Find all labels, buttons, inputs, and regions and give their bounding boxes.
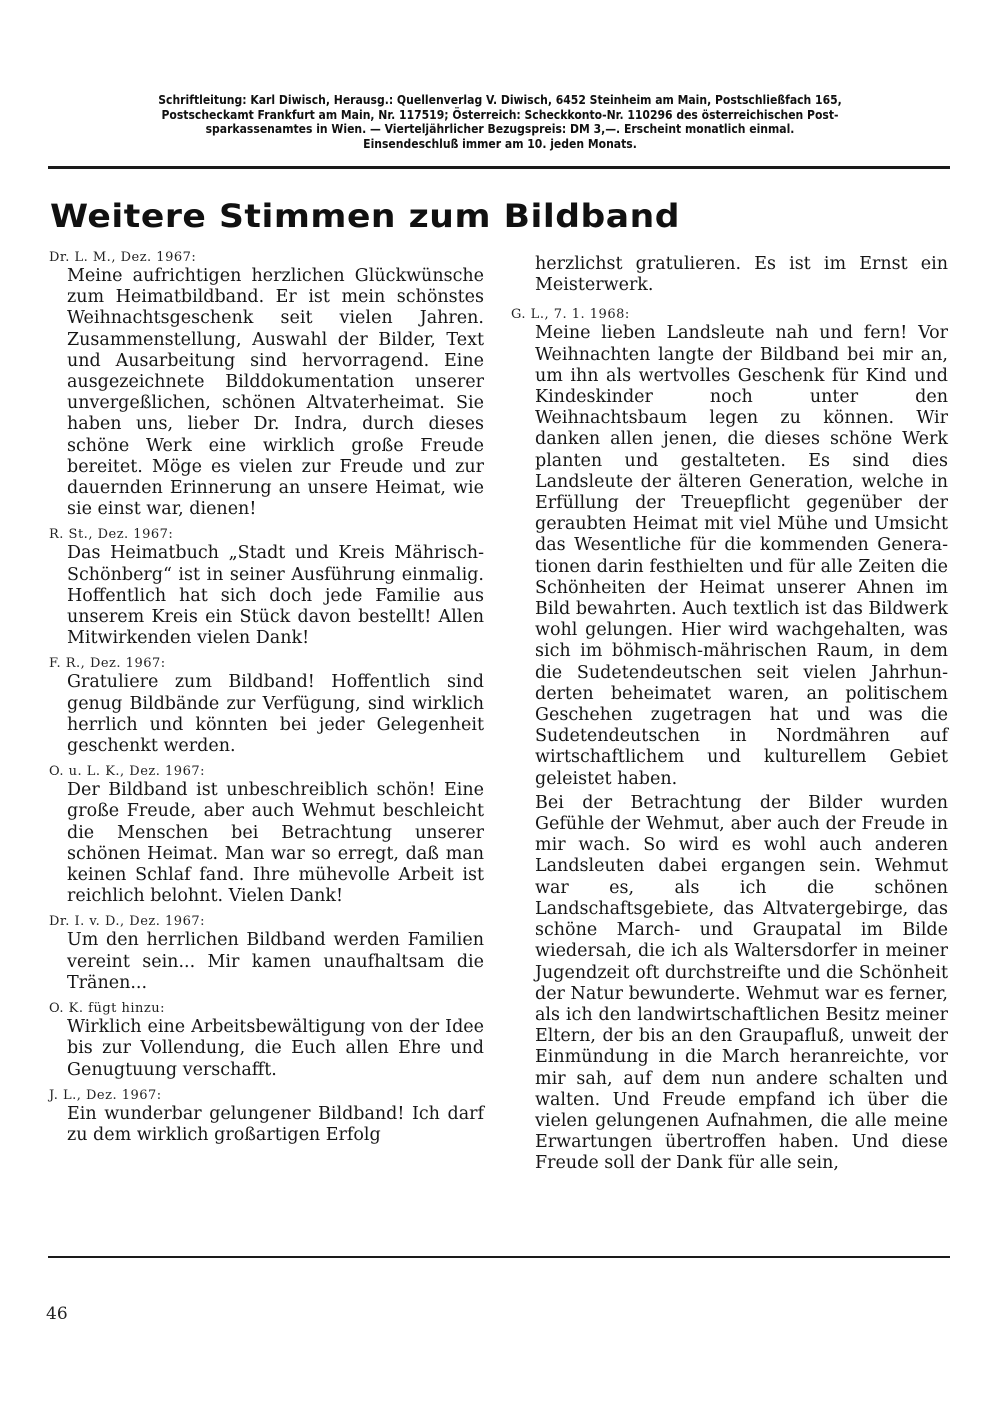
letter-text: Ein wunderbar gelungener Bildband! Ich darf zu dem wirklich großartigen Erfolg bbox=[67, 1103, 484, 1145]
masthead-line: Schriftleitung: Karl Diwisch, Herausg.: Quellenverlag V. Diwisch, 6452 Steinheim am Main, Postschließfach 165, bbox=[158, 92, 842, 107]
letter-sender: J. L., Dez. 1967: bbox=[49, 1087, 162, 1103]
masthead bbox=[115, 93, 886, 151]
letter-sender: R. St., Dez. 1967: bbox=[49, 527, 174, 543]
letter-sender: O. u. L. K., Dez. 1967: bbox=[49, 764, 205, 780]
letter-text: Bei der Betrachtung der Bilder wurden Gefühle der Wehmut, aber auch der Freude in mir wach. So wird es wohl auch anderen Landsleuten dabei ergangen sein. Wehmut war es, als ich die schönen Landschaftsgebiete, das Altvatergebirge, das schöne March- und Graupatal im Bilde wiedersah, die ich als Waltersdorfer in meiner Jugendzeit oft durchstreifte und die Schönheit der Natur bewunderte. Wehmut war es ferner, als ich den landwirtschaftlichen Besitz meiner Eltern, der bis an den Graupafluß, unweit der Einmündung in die March heranreichte, vor mir sah, auf dem nun andere schalten und walten. Und Freude empfand ich über die vielen gelungenen Aufnahmen, die alle meine Erwartungen übertroffen haben. Und diese Freude soll der Dank für alle sein, bbox=[535, 792, 948, 1174]
letter-text: Gratuliere zum Bildband! Hoffentlich sind genug Bildbände zur Verfügung, sind wirklich herrlich und könnten bei jeder Gelegenheit geschenkt werden. bbox=[67, 672, 484, 757]
letter-text: herzlichst gratulieren. Es ist im Ernst ein Meisterwerk. bbox=[535, 254, 948, 296]
article-title: Weitere Stimmen zum Bildband bbox=[50, 197, 681, 235]
masthead-line: Einsendeschluß immer am 10. jeden Monats. bbox=[363, 135, 637, 151]
letter-text: Um den herrlichen Bildband werden Familien vereint sein... Mir kamen unaufhaltsam die Tränen... bbox=[67, 930, 484, 993]
letter-text: Meine lieben Landsleute nah und fern! Vor Weihnachten langte der Bildband bei mir an, um ihn als wertvolles Geschenk für Kind und Kindeskinder noch unter den Weihnachtsbaum legen zu können. Wir danken allen jenen, die dieses schöne Werk planten und gestalteten. Es sind dies Landsleute der älteren Generation, welche in Erfüllung der Treuepflicht gegenüber der geraubten Heimat mit viel Mühe und Umsicht das Wesentliche für die kommenden Generationen darin festhielten und für alle Zeiten die Schönheiten der Heimat unserer Ahnen im Bild bewahrten. Auch textlich ist das Bildwerk wohl gelungen. Hier wird wachgehalten, was sich im böhmisch-mährischen Raum, in dem die Sudetendeutschen seit vielen Jahrhunderten beheimatet waren, an politischem Geschehen zugetragen hat und was die Sudetendeutschen in Nordmähren auf wirtschaftlichem und kulturellem Gebiet geleistet haben. bbox=[535, 323, 948, 789]
letter-sender: O. K. fügt hinzu: bbox=[49, 1001, 166, 1017]
page-number: 46 bbox=[46, 1304, 68, 1324]
letter-text: Der Bildband ist unbeschreiblich schön! Eine große Freude, aber auch Wehmut beschleicht die Menschen bei Betrachtung unserer schönen Heimat. Man war so erregt, daß man keinen Schlaf fand. Ihre mühevolle Arbeit ist reichlich belohnt. Vielen Dank! bbox=[67, 780, 484, 907]
letter-sender: G. L., 7. 1. 1968: bbox=[511, 307, 630, 323]
letter-sender: Dr. I. v. D., Dez. 1967: bbox=[49, 914, 205, 930]
letter-text: Das Heimatbuch „Stadt und Kreis Mährisch-Schönberg“ ist in seiner Ausführung einmalig. Hoffentlich hat sich doch jede Familie aus unserem Kreis ein Stück davon bestellt! Allen Mitwirkenden vielen Dank! bbox=[67, 543, 484, 649]
right-column bbox=[511, 254, 948, 1175]
masthead-divider bbox=[48, 166, 950, 169]
letter-text: Wirklich eine Arbeitsbewältigung von der Idee bis zur Vollendung, die Euch allen Ehre und Genugtuung verschafft. bbox=[67, 1017, 484, 1080]
masthead-line: Postscheckamt Frankfurt am Main, Nr. 117519; Österreich: Scheckkonto-Nr. 110296 des österreichischen Post- bbox=[161, 106, 839, 122]
masthead-line: sparkassenamtes in Wien. — Vierteljährlicher Bezugspreis: DM 3,—. Erscheint monatlich einmal. bbox=[205, 121, 795, 136]
letter-sender: F. R., Dez. 1967: bbox=[49, 656, 166, 672]
left-column bbox=[49, 249, 484, 1146]
footer-divider bbox=[48, 1256, 950, 1258]
letter-text: Meine aufrichtigen herzlichen Glückwünsche zum Heimatbildband. Er ist mein schönstes Weihnachtsgeschenk seit vielen Jahren. Zusammenstellung, Auswahl der Bilder, Text und Ausarbeitung sind hervorragend. Eine ausgezeichnete Bilddokumentation unserer unvergeßlichen, schönen Altvaterheimat. Sie haben uns, lieber Dr. Indra, durch dieses schöne Werk eine wirklich große Freude bereitet. Möge es vielen zur Freude und zur dauernden Erinnerung an unsere Heimat, wie sie einst war, dienen! bbox=[67, 266, 484, 520]
letter-sender: Dr. L. M., Dez. 1967: bbox=[49, 250, 197, 265]
